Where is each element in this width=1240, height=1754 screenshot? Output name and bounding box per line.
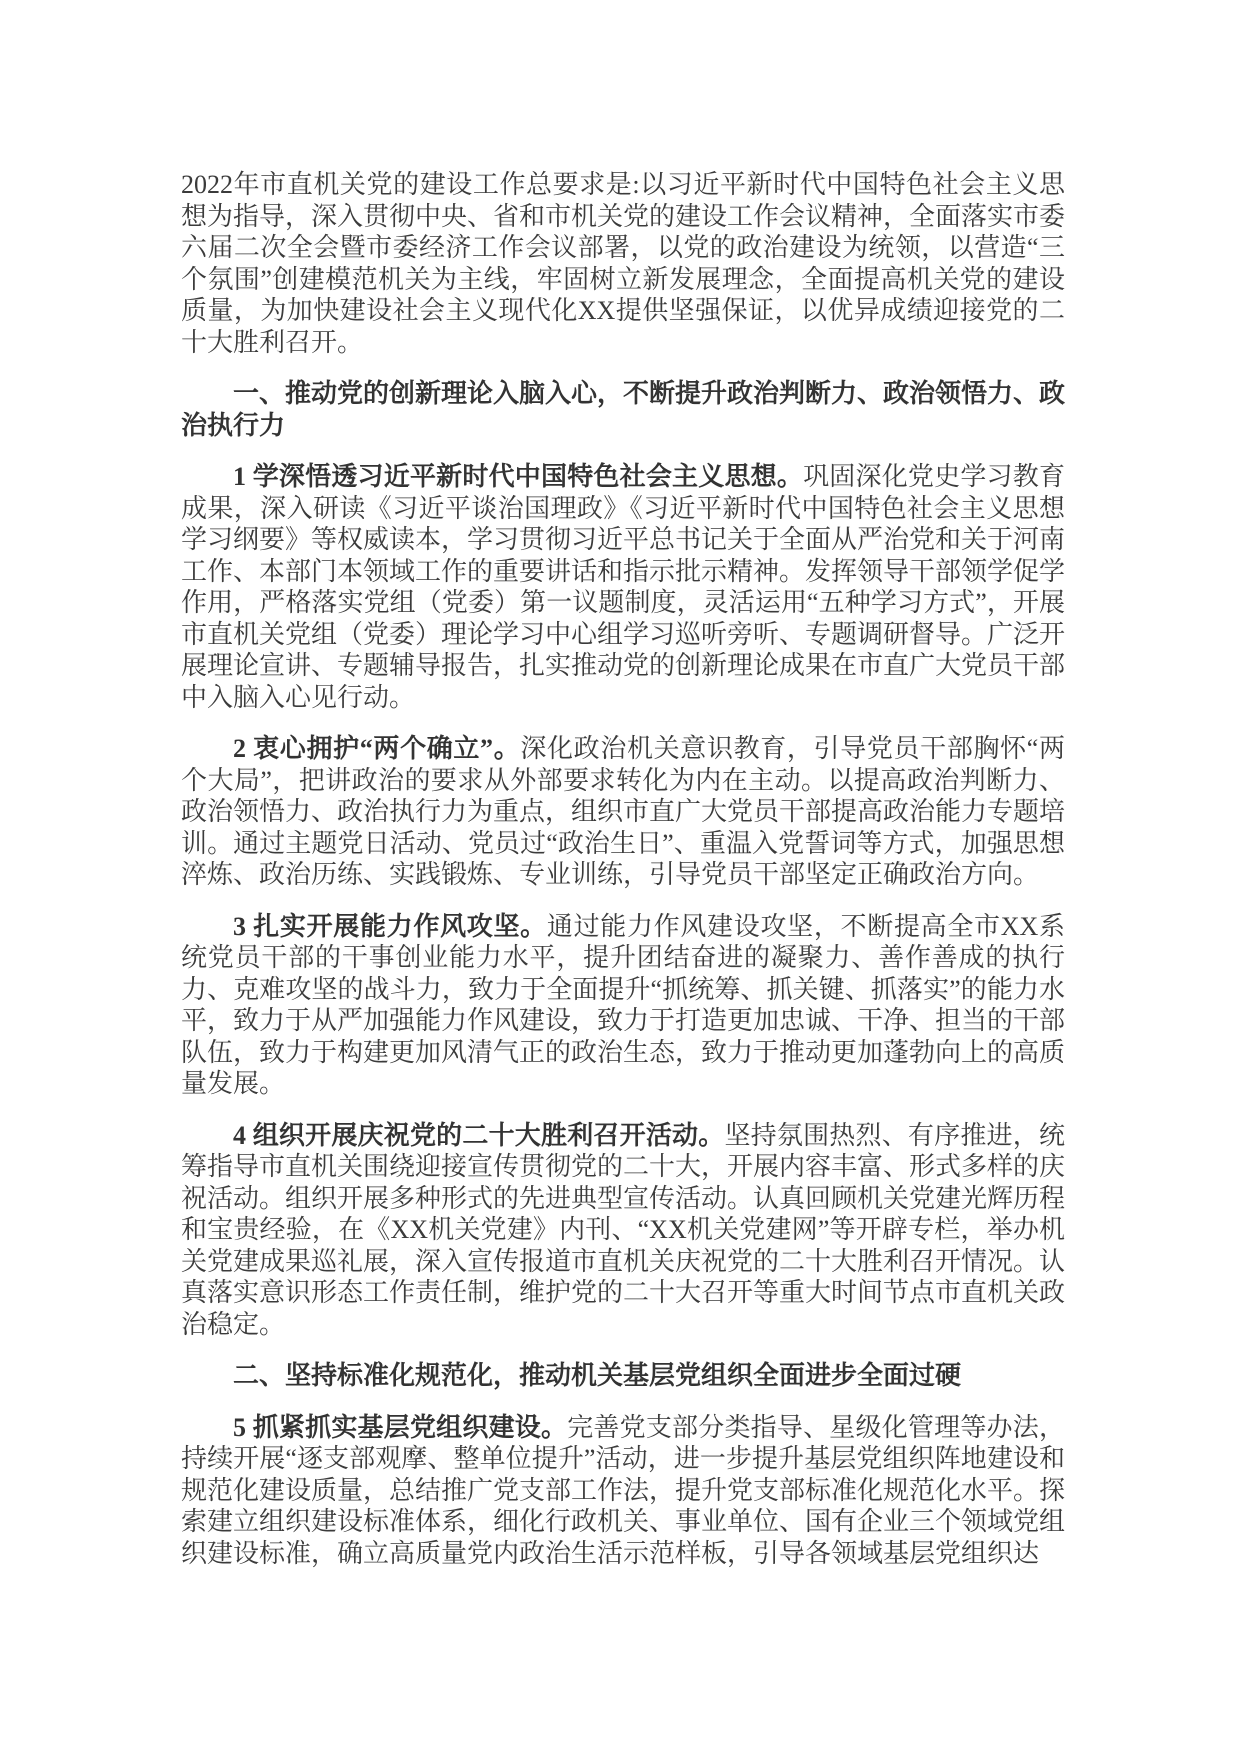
- numbered-paragraph-4: [181, 1120, 1065, 1341]
- document-page: [181, 169, 1065, 1569]
- section-heading-1: 一、推动党的创新理论入脑入心，不断提升政治判断力、政治领悟力、政治执行力: [181, 379, 1066, 440]
- numbered-paragraph-5: [181, 1412, 1065, 1570]
- numbered-paragraph-1: [181, 461, 1065, 713]
- paragraph-4-body: 坚持氛围热烈、有序推进，统筹指导市直机关围绕迎接宣传贯彻党的二十大，开展内容丰富、形式多样的庆祝活动。组织开展多种形式的先进典型宣传活动。认真回顾机关党建光辉历程和宝贵经验，在《XX机关党建》内刊、“XX机关党建网”等开辟专栏，举办机关党建成果巡礼展，深入宣传报道市直机关庆祝党的二十大胜利召开情况。认真落实意识形态工作责任制，维护党的二十大召开等重大时间节点市直机关政治稳定。: [181, 1120, 1066, 1339]
- paragraph-3-lead: 3 扎实开展能力作风攻坚。: [233, 911, 547, 941]
- numbered-paragraph-2: [181, 733, 1065, 891]
- paragraph-5-body: 完善党支部分类指导、星级化管理等办法，持续开展“逐支部观摩、整单位提升”活动，进一步提升基层党组织阵地建设和规范化建设质量，总结推广党支部工作法，提升党支部标准化规范化水平。探索建立组织建设标准体系，细化行政机关、事业单位、国有企业三个领域党组织建设标准，确立高质量党内政治生活示范样板，引导各领域基层党组织达: [181, 1412, 1066, 1568]
- paragraph-2-lead: 2 衷心拥护“两个确立”。: [233, 734, 521, 763]
- numbered-paragraph-3: [181, 911, 1065, 1100]
- paragraph-1-lead: 1 学深悟透习近平新时代中国特色社会主义思想。: [233, 462, 804, 491]
- paragraph-1-body: 巩固深化党史学习教育成果，深入研读《习近平谈治国理政》《习近平新时代中国特色社会主义思想学习纲要》等权威读本，学习贯彻习近平总书记关于全面从严治党和关于河南工作、本部门本领域工作的重要讲话和指示批示精神。发挥领导干部领学促学作用，严格落实党组（党委）第一议题制度，灵活运用“五种学习方式”，开展市直机关党组（党委）理论学习中心组学习巡听旁听、专题调研督导。广泛开展理论宣讲、专题辅导报告，扎实推动党的创新理论成果在市直广大党员干部中入脑入心见行动。: [181, 462, 1066, 712]
- section-heading-2: 二、坚持标准化规范化，推动机关基层党组织全面进步全面过硬: [233, 1361, 962, 1390]
- intro-paragraph: 2022年市直机关党的建设工作总要求是:以习近平新时代中国特色社会主义思想为指导，深入贯彻中央、省和市机关党的建设工作会议精神，全面落实市委六届二次全会暨市委经济工作会议部署，以党的政治建设为统领，以营造“三个氛围”创建模范机关为主线，牢固树立新发展理念，全面提高机关党的建设质量，为加快建设社会主义现代化XX提供坚强保证，以优异成绩迎接党的二十大胜利召开。: [181, 170, 1066, 357]
- paragraph-2-body: 深化政治机关意识教育，引导党员干部胸怀“两个大局”，把讲政治的要求从外部要求转化为内在主动。以提高政治判断力、政治领悟力、政治执行力为重点，组织市直广大党员干部提高政治能力专题培训。通过主题党日活动、党员过“政治生日”、重温入党誓词等方式，加强思想淬炼、政治历练、实践锻炼、专业训练，引导党员干部坚定正确政治方向。: [181, 734, 1066, 889]
- paragraph-3-body: 通过能力作风建设攻坚，不断提高全市XX系统党员干部的干事创业能力水平，提升团结奋进的凝聚力、善作善成的执行力、克难攻坚的战斗力，致力于全面提升“抓统筹、抓关键、抓落实”的能力水平，致力于从严加强能力作风建设，致力于打造更加忠诚、干净、担当的干部队伍，致力于构建更加风清气正的政治生态，致力于推动更加蓬勃向上的高质量发展。: [181, 911, 1066, 1098]
- paragraph-4-lead: 4 组织开展庆祝党的二十大胜利召开活动。: [233, 1120, 725, 1150]
- paragraph-5-lead: 5 抓紧抓实基层党组织建设。: [233, 1412, 568, 1442]
